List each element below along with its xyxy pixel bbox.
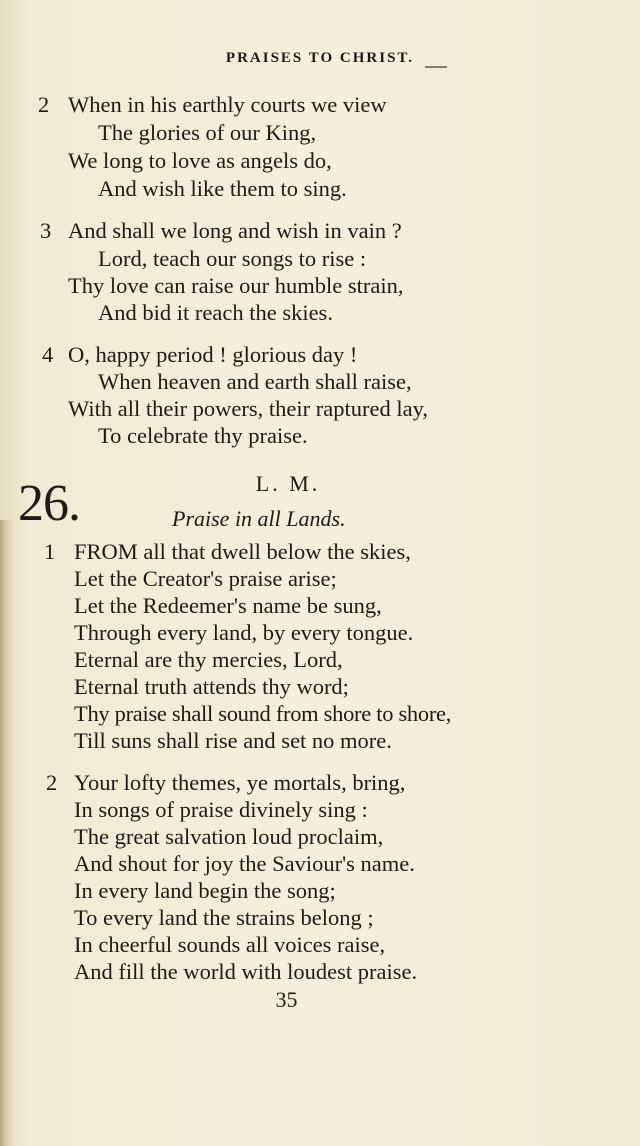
verse-line: Through every land, by every tongue. (74, 620, 414, 645)
stanza-number: 4 (42, 342, 54, 367)
verse-line: O, happy period ! glorious day ! (68, 342, 358, 367)
verse-line: The great salvation loud proclaim, (74, 824, 384, 849)
verse-line: In cheerful sounds all voices raise, (74, 932, 386, 957)
stanza-number: 1 (44, 539, 56, 564)
verse-line: Let the Creator's praise arise; (74, 566, 337, 591)
verse-line: Eternal truth attends thy word; (74, 674, 349, 699)
verse-line: To celebrate thy praise. (98, 423, 308, 448)
verse-line: Let the Redeemer's name be sung, (74, 593, 382, 618)
verse-line: And fill the world with loudest praise. (74, 959, 418, 984)
verse-line: And shall we long and wish in vain ? (68, 218, 402, 243)
verse-line: And shout for joy the Saviour's name. (74, 851, 415, 876)
verse-line: Thy praise shall sound from shore to shore, (74, 701, 452, 726)
page-number: 35 (275, 987, 298, 1012)
verse-line: We long to love as angels do, (68, 148, 332, 173)
stanza-number: 2 (46, 770, 58, 795)
verse-line: FROM all that dwell below the skies, (74, 539, 411, 564)
page-binding-shadow (0, 520, 14, 1146)
verse-line: And wish like them to sing. (98, 176, 347, 201)
hymn-meter: L. M. (255, 471, 321, 496)
verse-line: In every land begin the song; (74, 878, 336, 903)
running-head: PRAISES TO CHRIST. (225, 50, 415, 66)
stanza-number: 3 (40, 218, 52, 243)
verse-line: When in his earthly courts we view (68, 92, 387, 117)
running-head-rule (425, 66, 447, 68)
verse-line: Thy love can raise our humble strain, (68, 273, 404, 298)
hymn-number: 26. (18, 475, 80, 532)
verse-line: Your lofty themes, ye mortals, bring, (74, 770, 406, 795)
verse-line: In songs of praise divinely sing : (74, 797, 368, 822)
verse-line: The glories of our King, (98, 120, 317, 145)
hymn-title: Praise in all Lands. (172, 506, 346, 531)
verse-line: When heaven and earth shall raise, (98, 369, 412, 394)
verse-line: Eternal are thy mercies, Lord, (74, 647, 343, 672)
verse-line: Lord, teach our songs to rise : (98, 246, 367, 271)
verse-line: With all their powers, their raptured lay, (68, 396, 429, 421)
verse-line: Till suns shall rise and set no more. (74, 728, 392, 753)
verse-line: And bid it reach the skies. (98, 300, 333, 325)
verse-line: To every land the strains belong ; (74, 905, 374, 930)
stanza-number: 2 (38, 92, 50, 117)
